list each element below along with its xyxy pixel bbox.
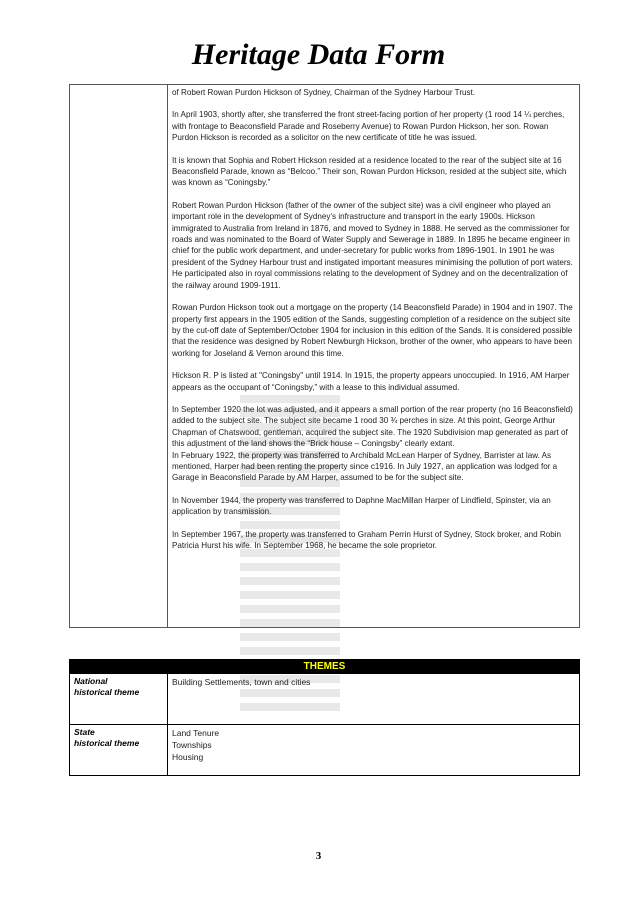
- watermark-stripe: [240, 647, 340, 655]
- page-number: 3: [315, 850, 322, 862]
- theme-label-line: historical theme: [74, 738, 140, 748]
- themes-row-state: [70, 725, 579, 776]
- history-paragraph: In April 1903, shortly after, she transferred the front street-facing portion of her property (1 rood 14 ¼ perches, with frontage to Beaconsfield Parade and Roseberry Avenue) to Rowan Purdon Hickson, her son. Rowan Purdon Hickson is recorded as a solicitor on the new certificate of title he was issued.: [172, 110, 565, 143]
- theme-label: [74, 727, 164, 749]
- history-paragraph: In November 1944, the property was transferred to Daphne MacMillan Harper of Lindfield, Spinster, via an application by transmission.: [172, 495, 551, 517]
- history-paragraph: It is known that Sophia and Robert Hickson resided at a residence located to the rear of the subject site at 16 Beaconsfield Parade, known as “Belcoo.” Their son, Rowan Purdon Hickson, resided at the subject site, which was known as “Coningsby.”: [172, 155, 567, 188]
- watermark-stripe: [240, 591, 340, 599]
- watermark-stripe: [240, 577, 340, 585]
- theme-value: Building Settlements, town and cities: [172, 677, 311, 687]
- theme-label: [74, 676, 164, 698]
- themes-row-national: [70, 674, 579, 725]
- watermark-stripe: [240, 633, 340, 641]
- history-paragraph: of Robert Rowan Purdon Hickson of Sydney, Chairman of the Sydney Harbour Trust.: [172, 88, 476, 97]
- themes-header: THEMES: [70, 660, 579, 674]
- theme-values: [172, 727, 572, 763]
- theme-label-line: National: [74, 676, 108, 686]
- column-divider: [167, 725, 168, 776]
- history-text: [172, 87, 576, 562]
- theme-value: Townships: [172, 740, 212, 750]
- history-paragraph: Robert Rowan Purdon Hickson (father of the owner of the subject site) was a civil engineer who played an important role in the development of Sydney’s infrastructure and transport in the early 1900s. Hickson immigrated to Australia from Ireland in 1876, and moved to Sydney in 1888. He served as the commissioner for roads and was nominated to the Board of Water Supply and Sewerage in 1889. In 1895 he became engineer in chief for the public work department, and under-secretary for public works from 1896-1901. In 1901 he was president of the Sydney Harbour trust and instigated important measures minimising the pollution of port waters. He participated also in royal commissions relating to the development of Sydney and on the decentralization of the railway around 1909-1911.: [172, 200, 573, 290]
- page-title: Heritage Data Form: [191, 38, 446, 71]
- history-paragraph: In September 1920 the lot was adjusted, and it appears a small portion of the rear property (no 16 Beaconsfield) added to the subject site. The subject site became 1 rood 30 ¾ perches in size. At this point, George Arthur Chapman of Chatswood, gentleman, acquired the subject site. The 1920 Subdivision map generated as part of this adjustment of the land shows the “Brick house – Coningsby” clearly extant.: [172, 404, 573, 449]
- watermark-stripe: [240, 619, 340, 627]
- theme-value: Housing: [172, 752, 204, 762]
- history-table: [69, 84, 580, 628]
- history-paragraph: Rowan Purdon Hickson took out a mortgage on the property (14 Beaconsfield Parade) in 1904 and in 1907. The property first appears in the 1905 edition of the Sands, suggesting completion of a residence on the subject site by the cut-off date of September/October 1904 for inclusion in this edition of the Sands. It is considered possible that the residence was designed by Robert Newburgh Hickson, brother of the owner, who appears to have been working for Joseland & Vernon around this time.: [172, 303, 573, 358]
- history-paragraph: Hickson R. P is listed at "Coningsby" until 1914. In 1915, the property appears unoccupied. In 1916, AM Harper appears as the occupant of “Coningsby,” with a lease to this individual assumed.: [172, 371, 570, 392]
- theme-label-line: historical theme: [74, 687, 140, 697]
- history-paragraph: In February 1922, the property was transferred to Archibald McLean Harper of Sydney, Barrister at law. As mentioned, Harper had been renting the property since c1916. In July 1927, an application was lodged for a Garage in Beaconsfield Parade by AM Harper, assumed to be for the subject site.: [172, 450, 558, 483]
- theme-values: [172, 676, 572, 688]
- column-divider: [167, 674, 168, 724]
- watermark-stripe: [240, 563, 340, 571]
- themes-table: [69, 659, 580, 776]
- theme-value: Land Tenure: [172, 728, 220, 738]
- watermark-stripe: [240, 605, 340, 613]
- history-paragraph: In September 1967, the property was transferred to Graham Perrin Hurst of Sydney, Stock broker, and Robin Patricia Hurst his wife. In September 1968, he became the sole proprietor.: [172, 529, 561, 550]
- column-divider: [167, 85, 168, 627]
- theme-label-line: State: [74, 727, 95, 737]
